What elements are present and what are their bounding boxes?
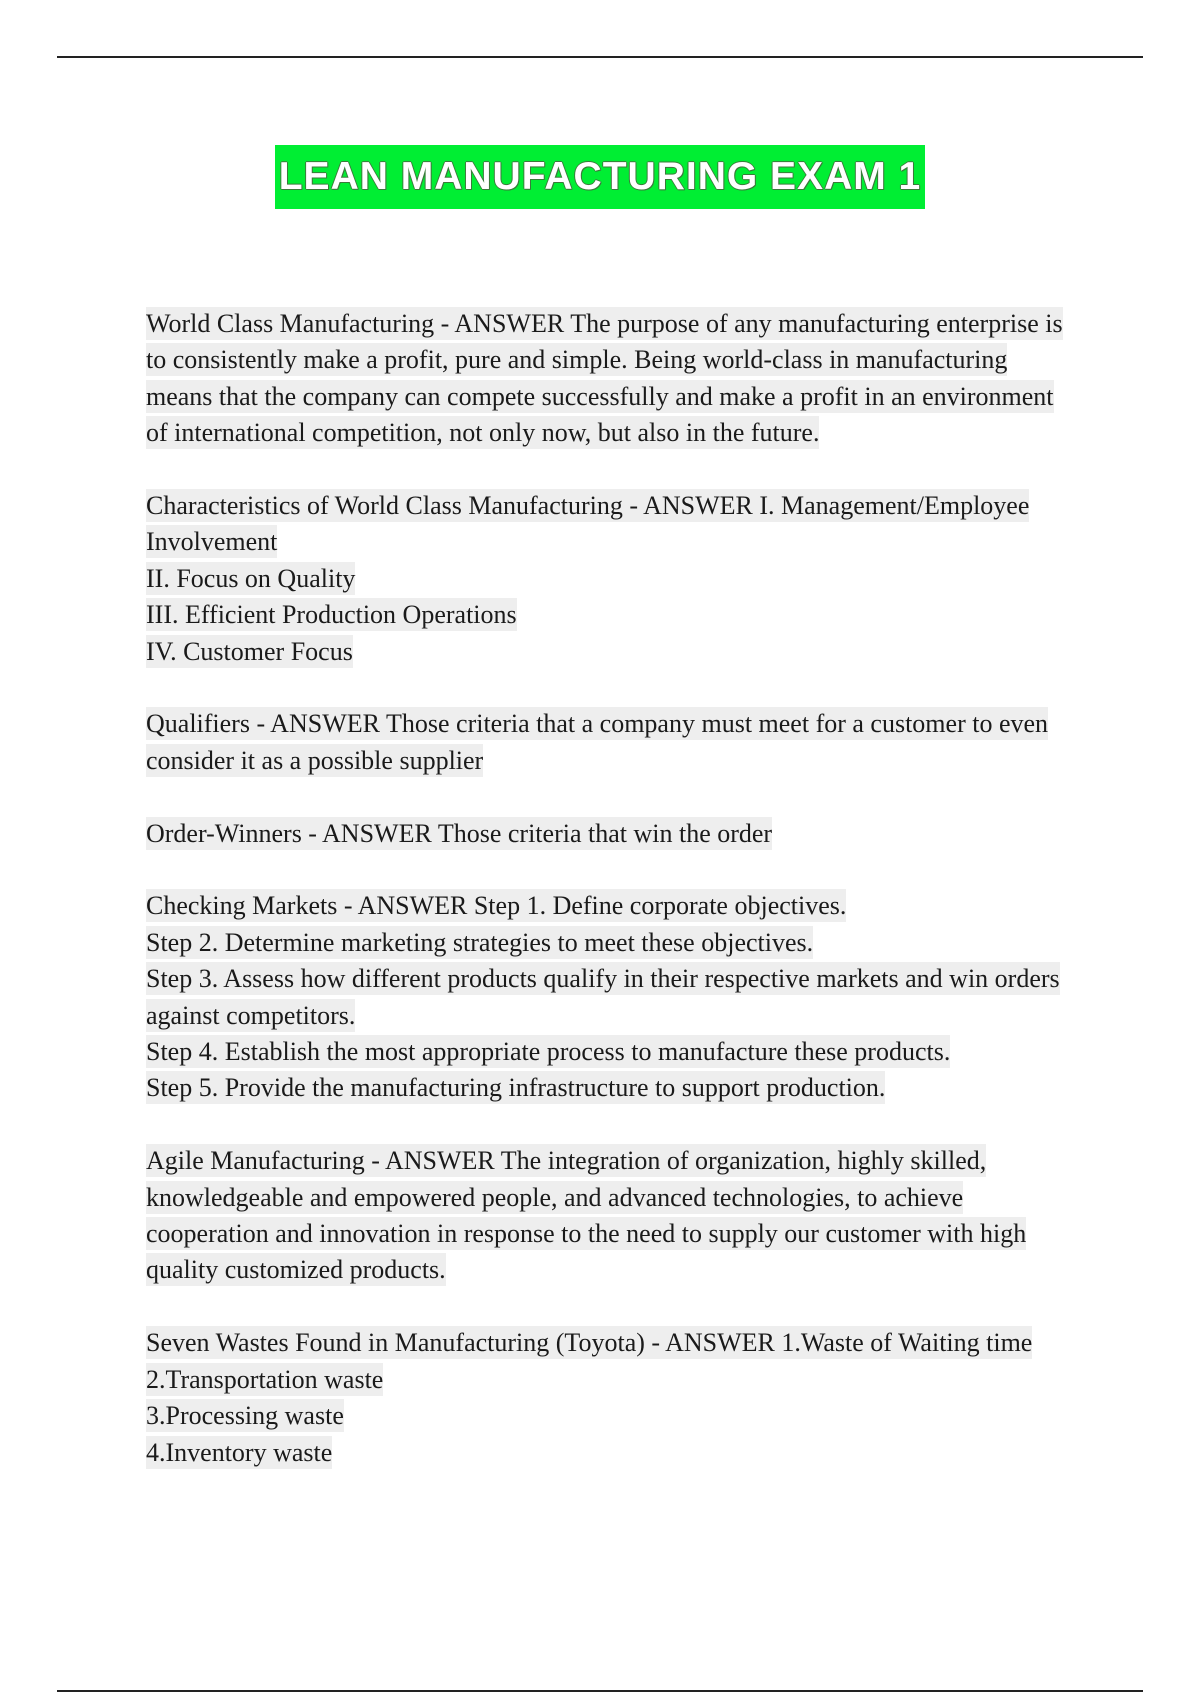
qa-line: Step 3. Assess how different products qualify in their respective markets and win orders against competitors. — [146, 964, 1060, 1030]
qa-line: Step 5. Provide the manufacturing infrastructure to support production. — [146, 1073, 886, 1103]
qa-line: Agile Manufacturing - ANSWER The integration of organization, highly skilled, knowledgeable and empowered people, and advanced technologies, to achieve cooperation and innovation in response to the need to supply our customer with high quality customized products. — [146, 1146, 1027, 1285]
qa-line: 2.Transportation waste — [146, 1364, 384, 1394]
qa-entry-order-winners — [146, 816, 1066, 852]
qa-line: II. Focus on Quality — [146, 563, 356, 593]
title-area — [0, 145, 1200, 209]
qa-entry-seven-wastes — [146, 1325, 1066, 1471]
qa-entry-world-class-manufacturing — [146, 306, 1066, 452]
qa-line: Step 2. Determine marketing strategies to meet these objectives. — [146, 927, 814, 957]
qa-line: 3.Processing waste — [146, 1401, 344, 1431]
document-body — [146, 306, 1066, 1507]
qa-line: Step 4. Establish the most appropriate process to manufacture these products. — [146, 1037, 951, 1067]
qa-line: World Class Manufacturing - ANSWER The purpose of any manufacturing enterprise is to consistently make a profit, pure and simple. Being world-class in manufacturing means that the company can compete successfully and make a profit in an environment of international competition, not only now, but also in the future. — [146, 309, 1063, 448]
qa-line: Qualifiers - ANSWER Those criteria that a company must meet for a customer to even consider it as a possible supplier — [146, 709, 1049, 775]
qa-line: Characteristics of World Class Manufacturing - ANSWER I. Management/Employee Involvement — [146, 491, 1030, 557]
qa-entry-agile-manufacturing — [146, 1143, 1066, 1289]
bottom-rule — [57, 1690, 1143, 1692]
qa-line: IV. Customer Focus — [146, 636, 353, 666]
qa-line: III. Efficient Production Operations — [146, 600, 517, 630]
qa-entry-checking-markets — [146, 888, 1066, 1106]
qa-entry-characteristics — [146, 488, 1066, 670]
document-title: LEAN MANUFACTURING EXAM 1 — [275, 145, 926, 209]
top-rule — [57, 56, 1143, 58]
qa-line: Order-Winners - ANSWER Those criteria that win the order — [146, 818, 773, 848]
qa-line: Checking Markets - ANSWER Step 1. Define corporate objectives. — [146, 891, 847, 921]
qa-line: 4.Inventory waste — [146, 1437, 333, 1467]
qa-entry-qualifiers — [146, 706, 1066, 779]
qa-line: Seven Wastes Found in Manufacturing (Toyota) - ANSWER 1.Waste of Waiting time — [146, 1328, 1033, 1358]
